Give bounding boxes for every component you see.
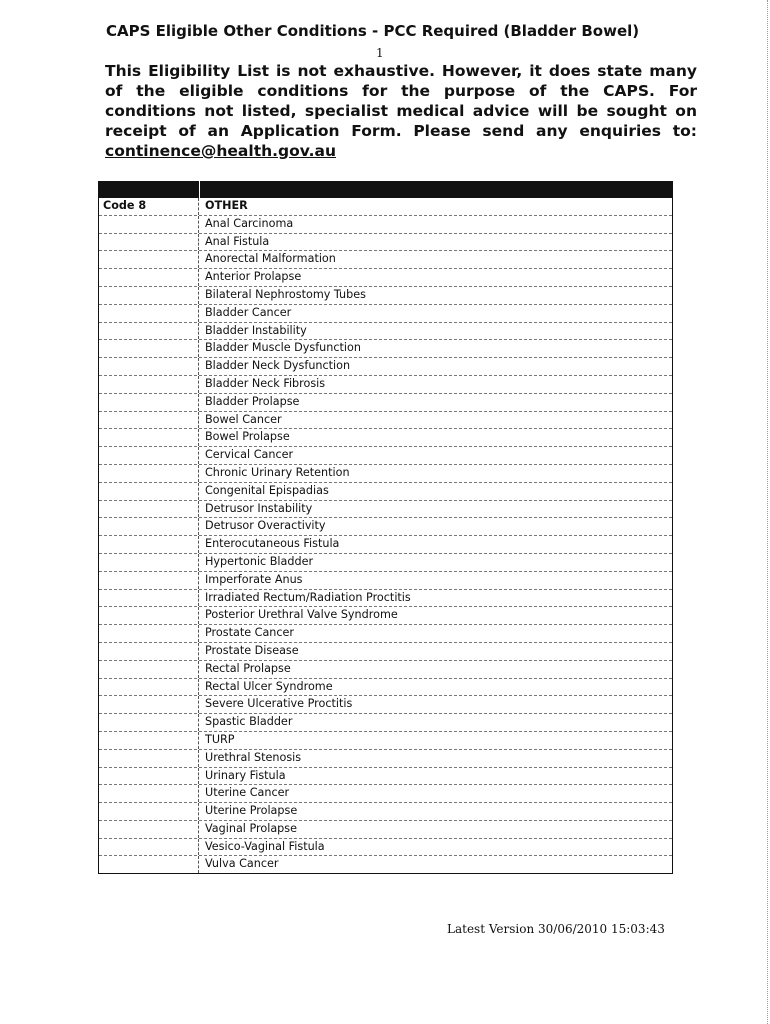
condition-cell: Urethral Stenosis (205, 750, 302, 764)
condition-cell: Uterine Cancer (205, 786, 290, 800)
condition-cell: Bladder Neck Dysfunction (205, 359, 351, 373)
table-row (99, 768, 672, 786)
code-cell (99, 696, 199, 713)
condition-rows (99, 216, 672, 873)
code-cell (99, 750, 199, 767)
condition-cell: Bowel Prolapse (205, 430, 290, 444)
condition-cell: Congenital Epispadias (205, 483, 329, 497)
code-cell (99, 590, 199, 607)
condition-cell: Prostate Cancer (205, 626, 295, 640)
table-row (99, 785, 672, 803)
condition-cell: Anal Carcinoma (205, 216, 294, 230)
condition-cell: Anterior Prolapse (205, 270, 302, 284)
code-cell (99, 234, 199, 251)
code-cell (99, 536, 199, 553)
condition-cell: Urinary Fistula (205, 768, 286, 782)
table-row (99, 394, 672, 412)
eligibility-notice (105, 61, 697, 161)
table-row (99, 750, 672, 768)
code-cell (99, 305, 199, 322)
table-row (99, 465, 672, 483)
condition-cell: Vulva Cancer (205, 857, 279, 871)
table-header-bar (99, 181, 672, 198)
code-cell (99, 732, 199, 749)
table-row (99, 554, 672, 572)
code-cell (99, 447, 199, 464)
code-cell (99, 821, 199, 838)
condition-cell: Detrusor Instability (205, 501, 313, 515)
version-footer: Latest Version 30/06/2010 15:03:43 (447, 922, 665, 936)
eligibility-notice-text: This Eligibility List is not exhaustive. However, it does state many of the eligible conditions for the purpose of the CAPS. For conditions not listed, specialist medical advice will be sought on receipt of an Application Form. Please send any enquiries to: (105, 62, 697, 140)
condition-cell: Bladder Muscle Dysfunction (205, 341, 361, 355)
category-label: OTHER (205, 199, 248, 212)
table-row (99, 661, 672, 679)
code-cell (99, 625, 199, 642)
code-cell (99, 714, 199, 731)
code-cell (99, 269, 199, 286)
condition-cell: Prostate Disease (205, 643, 299, 657)
condition-cell: Bladder Cancer (205, 305, 292, 319)
condition-cell: Chronic Urinary Retention (205, 465, 350, 479)
code-cell (99, 679, 199, 696)
table-row (99, 839, 672, 857)
condition-cell: Cervical Cancer (205, 448, 294, 462)
code-cell (99, 839, 199, 856)
code-cell (99, 643, 199, 660)
table-row (99, 483, 672, 501)
table-category-row (99, 198, 672, 216)
table-row (99, 305, 672, 323)
table-row (99, 358, 672, 376)
code-cell (99, 287, 199, 304)
condition-cell: Severe Ulcerative Proctitis (205, 697, 353, 711)
table-row (99, 287, 672, 305)
table-row (99, 590, 672, 608)
table-row (99, 216, 672, 234)
table-row (99, 323, 672, 341)
condition-cell: Spastic Bladder (205, 715, 293, 729)
condition-cell: Detrusor Overactivity (205, 519, 326, 533)
table-row (99, 856, 672, 873)
condition-cell: Posterior Urethral Valve Syndrome (205, 608, 398, 622)
condition-cell: Imperforate Anus (205, 572, 303, 586)
scan-edge-line (766, 0, 768, 1024)
table-row (99, 625, 672, 643)
table-row (99, 412, 672, 430)
code-cell (99, 856, 199, 873)
code-cell (99, 216, 199, 233)
table-row (99, 607, 672, 625)
table-row (99, 732, 672, 750)
condition-cell: Bladder Neck Fibrosis (205, 376, 326, 390)
table-row (99, 679, 672, 697)
condition-cell: Vesico-Vaginal Fistula (205, 839, 325, 853)
page-number: 1 (376, 46, 384, 60)
code-cell (99, 661, 199, 678)
table-row (99, 572, 672, 590)
code-cell (99, 572, 199, 589)
condition-cell: Anal Fistula (205, 234, 270, 248)
table-row (99, 234, 672, 252)
condition-cell: Hypertonic Bladder (205, 554, 314, 568)
code-cell (99, 607, 199, 624)
code-cell (99, 394, 199, 411)
table-row (99, 251, 672, 269)
code-cell (99, 554, 199, 571)
table-row (99, 340, 672, 358)
page-title: CAPS Eligible Other Conditions - PCC Required (Bladder Bowel) (106, 22, 640, 40)
code-cell (99, 429, 199, 446)
table-row (99, 269, 672, 287)
condition-cell: Vaginal Prolapse (205, 821, 297, 835)
condition-cell: Uterine Prolapse (205, 804, 298, 818)
table-row (99, 821, 672, 839)
code-cell (99, 412, 199, 429)
table-row (99, 501, 672, 519)
condition-cell: TURP (205, 732, 235, 746)
code-cell (99, 251, 199, 268)
condition-cell: Enterocutaneous Fistula (205, 537, 340, 551)
code-cell (99, 358, 199, 375)
condition-cell: Bladder Instability (205, 323, 307, 337)
condition-cell: Rectal Ulcer Syndrome (205, 679, 333, 693)
code-cell (99, 501, 199, 518)
code-label: Code 8 (99, 198, 199, 215)
code-cell (99, 465, 199, 482)
code-cell (99, 803, 199, 820)
condition-cell: Bowel Cancer (205, 412, 282, 426)
code-cell (99, 768, 199, 785)
condition-cell: Irradiated Rectum/Radiation Proctitis (205, 590, 411, 604)
code-cell (99, 323, 199, 340)
table-row (99, 714, 672, 732)
code-cell (99, 518, 199, 535)
code-cell (99, 483, 199, 500)
code-cell (99, 376, 199, 393)
table-row (99, 803, 672, 821)
condition-cell: Bladder Prolapse (205, 394, 300, 408)
table-row (99, 376, 672, 394)
code-cell (99, 785, 199, 802)
table-row (99, 447, 672, 465)
table-row (99, 696, 672, 714)
table-row (99, 536, 672, 554)
condition-cell: Anorectal Malformation (205, 252, 336, 266)
condition-cell: Bilateral Nephrostomy Tubes (205, 287, 366, 301)
table-header-code-col (99, 181, 200, 198)
conditions-table (98, 181, 673, 874)
table-row (99, 429, 672, 447)
table-row (99, 518, 672, 536)
enquiries-email-link[interactable]: continence@health.gov.au (105, 142, 336, 160)
table-row (99, 643, 672, 661)
condition-cell: Rectal Prolapse (205, 661, 291, 675)
code-cell (99, 340, 199, 357)
